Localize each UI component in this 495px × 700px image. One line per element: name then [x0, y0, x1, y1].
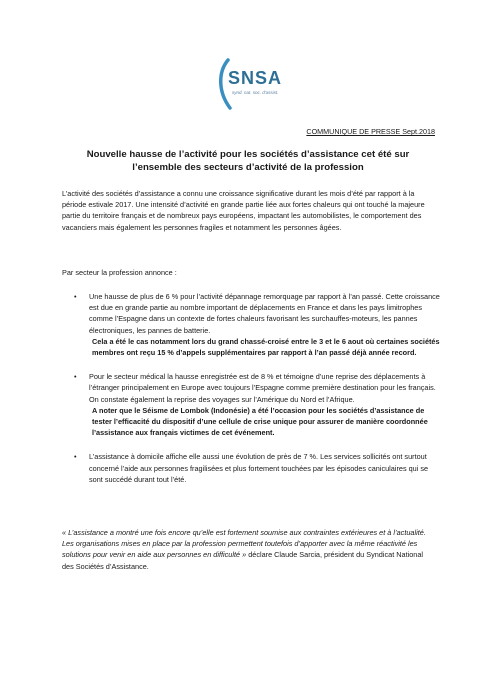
sector-bullet-list [62, 291, 442, 498]
intro-paragraph: L’activité des sociétés d’assistance a connu une croissance significative durant les mois d’été par rapport à la période estivale 2017. Une intensité d’activité en grande partie liée aux fortes chaleurs qui ont touché la majeure partie du territoire français et de nombreux pays européens, impactant les automobilistes, le comportement des vacanciers mais également les personnes fragiles et notamment les personnes âgées. [62, 189, 425, 232]
bullet-text: Pour le secteur médical la hausse enregistrée est de 8 % et témoigne d’une reprise des déplacements à l’étranger principalement en Europe avec toujours l’Espagne comme première destination pour les français. On constate également la reprise des voyages sur l’Amérique du Nord et l’Afrique. [89, 372, 436, 404]
bullet-icon: • [74, 292, 77, 301]
press-release-dateline: COMMUNIQUE DE PRESSE Sept.2018 [306, 127, 435, 136]
bullet-highlight: A noter que le Séisme de Lombok (Indonésie) a été l’occasion pour les sociétés d’assistance de tester l’efficacité du dispositif d’une cellule de crise unique pour assurer de manière coordonnée l’assistance aux français victimes de cet événement. [92, 405, 428, 438]
quote-attribution: déclare Claude Sarcia, président du Syndicat National des Sociétés d’Assistance. [62, 550, 424, 571]
list-item [62, 291, 442, 358]
quote-text: « L’assistance a montré une fois encore qu’elle est fortement soumise aux contraintes extérieures et à l’actualité. Les organisations mises en place par la profession permettent toutefois d’apporter avec la même réactivité les solutions pour venir en aide aux personnes en difficulté » [62, 528, 426, 560]
bullet-text: L’assistance à domicile affiche elle aussi une évolution de près de 7 %. Les services sollicités ont surtout concerné l’aide aux personnes fragilisées et plus fortement touchées par les épisodes caniculaires qui se sont succédé durant tout l’été. [89, 452, 429, 484]
bullet-icon: • [74, 372, 77, 382]
bullet-icon: • [74, 452, 77, 462]
page-title: Nouvelle hausse de l’activité pour les sociétés d’assistance cet été sur l’ensemble des secteurs d’activité de la profession [86, 149, 410, 173]
sector-intro: Par secteur la profession annonce : [62, 268, 177, 277]
bullet-text: Une hausse de plus de 6 % pour l’activité dépannage remorquage par rapport à l’an passé. Cette croissance est due en grande partie au nombre important de déplacements en France et dans les pays limitrophes comme l’Espagne dans un contexte de fortes chaleurs favorisant les surchauffes-moteurs, les pannes électroniques, les pannes de batterie. [89, 292, 440, 335]
bullet-highlight: Cela a été le cas notamment lors du grand chassé-croisé entre le 3 et le 6 aout où certaines sociétés membres ont reçu 15 % d’appels supplémentaires par rapport à l’an passé déjà année record. [92, 336, 440, 358]
logo-tagline: synd. nat. soc. d'assist. [232, 90, 279, 95]
list-item [62, 451, 442, 485]
snsa-logo [214, 58, 283, 114]
list-item [62, 371, 442, 438]
president-quote [62, 527, 434, 572]
logo-text: SNSA [228, 68, 283, 88]
